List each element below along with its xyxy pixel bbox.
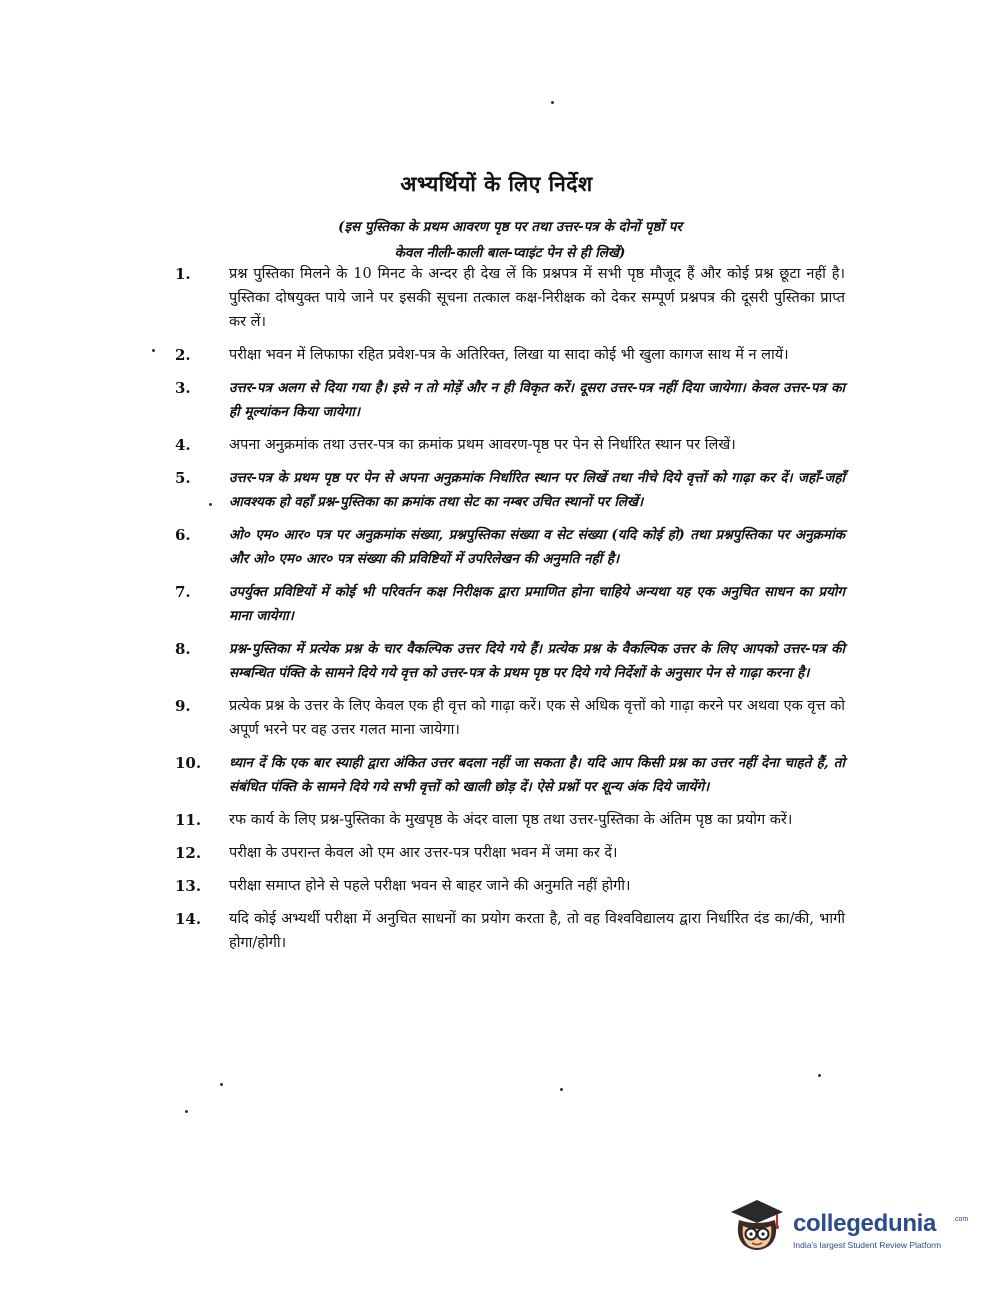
- instruction-item: [175, 637, 845, 685]
- instruction-text: ध्यान दें कि एक बार स्याही द्वारा अंकित उत्तर बदला नहीं जा सकता है। यदि आप किसी प्रश्न का उत्तर नहीं देना चाहते हैं, तो संबंधित पंक्ति के सामने दिये गये सभी वृत्तों को खाली छोड़ दें। ऐसे प्रश्नों पर शून्य अंक दिये जायेंगे।: [229, 755, 845, 795]
- collegedunia-watermark[interactable]: [727, 1196, 967, 1256]
- instruction-text: उत्तर-पत्र अलग से दिया गया है। इसे न तो मोड़ें और न ही विकृत करें। दूसरा उत्तर-पत्र नहीं दिया जायेगा। केवल उत्तर-पत्र का ही मूल्यांकन किया जायेगा।: [229, 380, 845, 420]
- scan-speck: [152, 349, 155, 352]
- brand-tagline: India's largest Student Review Platform: [793, 1240, 942, 1250]
- instruction-number: 10.: [175, 754, 202, 772]
- scan-speck: [185, 1110, 188, 1113]
- scan-speck: [220, 1083, 223, 1086]
- instruction-number: 7.: [175, 583, 191, 601]
- instruction-number: 14.: [175, 910, 202, 928]
- instruction-list: [175, 262, 845, 964]
- graduate-mascot-icon: [727, 1196, 787, 1256]
- instruction-item: [175, 262, 845, 334]
- instruction-item: [175, 841, 845, 865]
- instruction-item: [175, 874, 845, 898]
- instruction-item: [175, 343, 845, 367]
- instruction-text: उत्तर-पत्र के प्रथम पृष्ठ पर पेन से अपना अनुक्रमांक निर्धारित स्थान पर लिखें तथा नीचे दिये वृत्तों को गाढ़ा कर दें। जहाँ-जहाँ आवश्यक हो वहाँ प्रश्न-पुस्तिका का क्रमांक तथा सेट का नम्बर उचित स्थानों पर लिखें।: [229, 470, 845, 510]
- instruction-text: परीक्षा समाप्त होने से पहले परीक्षा भवन से बाहर जाने की अनुमति नहीं होगी।: [229, 878, 631, 894]
- instruction-number: 1.: [175, 265, 191, 283]
- instruction-text: ओ० एम० आर० पत्र पर अनुक्रमांक संख्या, प्रश्नपुस्तिका संख्या व सेट संख्या (यदि कोई हो) तथा प्रश्नपुस्तिका पर अनुक्रमांक और ओ० एम० आर० पत्र संख्या की प्रविष्टियों में उपरिलेखन की अनुमति नहीं है।: [229, 527, 845, 567]
- scan-speck: [551, 101, 554, 104]
- instruction-text: परीक्षा भवन में लिफाफा रहित प्रवेश-पत्र के अतिरिक्त, लिखा या सादा कोई भी खुला कागज साथ में न लायें।: [229, 347, 789, 363]
- instruction-number: 13.: [175, 877, 202, 895]
- instruction-text: यदि कोई अभ्यर्थी परीक्षा में अनुचित साधनों का प्रयोग करता है, तो वह विश्वविद्यालय द्वारा निर्धारित दंड का/की, भागी होगा/होगी।: [229, 911, 845, 951]
- instruction-item: [175, 808, 845, 832]
- subtitle-line: (इस पुस्तिका के प्रथम आवरण पृष्ठ पर तथा उत्तर-पत्र के दोनों पृष्ठों पर: [338, 219, 682, 235]
- instruction-text: प्रश्न-पुस्तिका में प्रत्येक प्रश्न के चार वैकल्पिक उत्तर दिये गये हैं। प्रत्येक प्रश्न के वैकल्पिक उत्तर के लिए आपको उत्तर-पत्र की सम्बन्धित पंक्ति के सामने दिये गये वृत्त को उत्तर-पत्र के प्रथम पृष्ठ पर दिये गये निर्देशों के अनुसार पेन से गाढ़ा करना है।: [229, 641, 845, 681]
- instruction-number: 5.: [175, 469, 191, 487]
- instruction-number: 4.: [175, 436, 191, 454]
- instruction-number: 11.: [175, 811, 202, 829]
- instruction-item: [175, 523, 845, 571]
- instruction-item: [175, 694, 845, 742]
- instruction-number: 2.: [175, 346, 191, 364]
- instruction-number: 3.: [175, 379, 191, 397]
- instruction-text: प्रश्न पुस्तिका मिलने के 10 मिनट के अन्दर ही देख लें कि प्रश्नपत्र में सभी पृष्ठ मौजूद हैं और कोई प्रश्न छूटा नहीं है। पुस्तिका दोषयुक्त पाये जाने पर इसकी सूचना तत्काल कक्ष-निरीक्षक को देकर सम्पूर्ण प्रश्नपत्र की दूसरी पुस्तिका प्राप्त कर लें।: [229, 266, 845, 330]
- instruction-item: [175, 580, 845, 628]
- brand-name: collegedunia: [793, 1210, 937, 1237]
- instruction-number: 9.: [175, 697, 191, 715]
- instruction-text: रफ कार्य के लिए प्रश्न-पुस्तिका के मुखपृष्ठ के अंदर वाला पृष्ठ तथा उत्तर-पुस्तिका के अंतिम पृष्ठ का प्रयोग करें।: [229, 812, 793, 828]
- scan-speck: [560, 1088, 563, 1091]
- scan-speck: [818, 1074, 821, 1077]
- instruction-number: 6.: [175, 526, 191, 544]
- instruction-item: [175, 376, 845, 424]
- instruction-number: 12.: [175, 844, 202, 862]
- instruction-text: उपर्युक्त प्रविष्टियों में कोई भी परिवर्तन कक्ष निरीक्षक द्वारा प्रमाणित होना चाहिये अन्यथा यह एक अनुचित साधन का प्रयोग माना जायेगा।: [229, 584, 845, 624]
- instruction-item: [175, 433, 845, 457]
- instruction-item: [175, 907, 845, 955]
- instruction-number: 8.: [175, 640, 191, 658]
- instruction-text: अपना अनुक्रमांक तथा उत्तर-पत्र का क्रमांक प्रथम आवरण-पृष्ठ पर पेन से निर्धारित स्थान पर लिखें।: [229, 437, 736, 453]
- subtitle-line: केवल नीली-काली बाल-प्वाइंट पेन से ही लिखें): [394, 245, 626, 261]
- page-title: अभ्यर्थियों के लिए निर्देश: [400, 171, 593, 196]
- instruction-text: परीक्षा के उपरान्त केवल ओ एम आर उत्तर-पत्र परीक्षा भवन में जमा कर दें।: [229, 845, 618, 861]
- instruction-item: [175, 751, 845, 799]
- page-subtitle: [250, 214, 770, 266]
- instruction-item: [175, 466, 845, 514]
- brand-suffix: .com: [953, 1216, 969, 1223]
- instruction-text: प्रत्येक प्रश्न के उत्तर के लिए केवल एक ही वृत्त को गाढ़ा करें। एक से अधिक वृत्तों को गाढ़ा करने पर अथवा एक वृत्त को अपूर्ण भरने पर वह उत्तर गलत माना जायेगा।: [229, 698, 845, 738]
